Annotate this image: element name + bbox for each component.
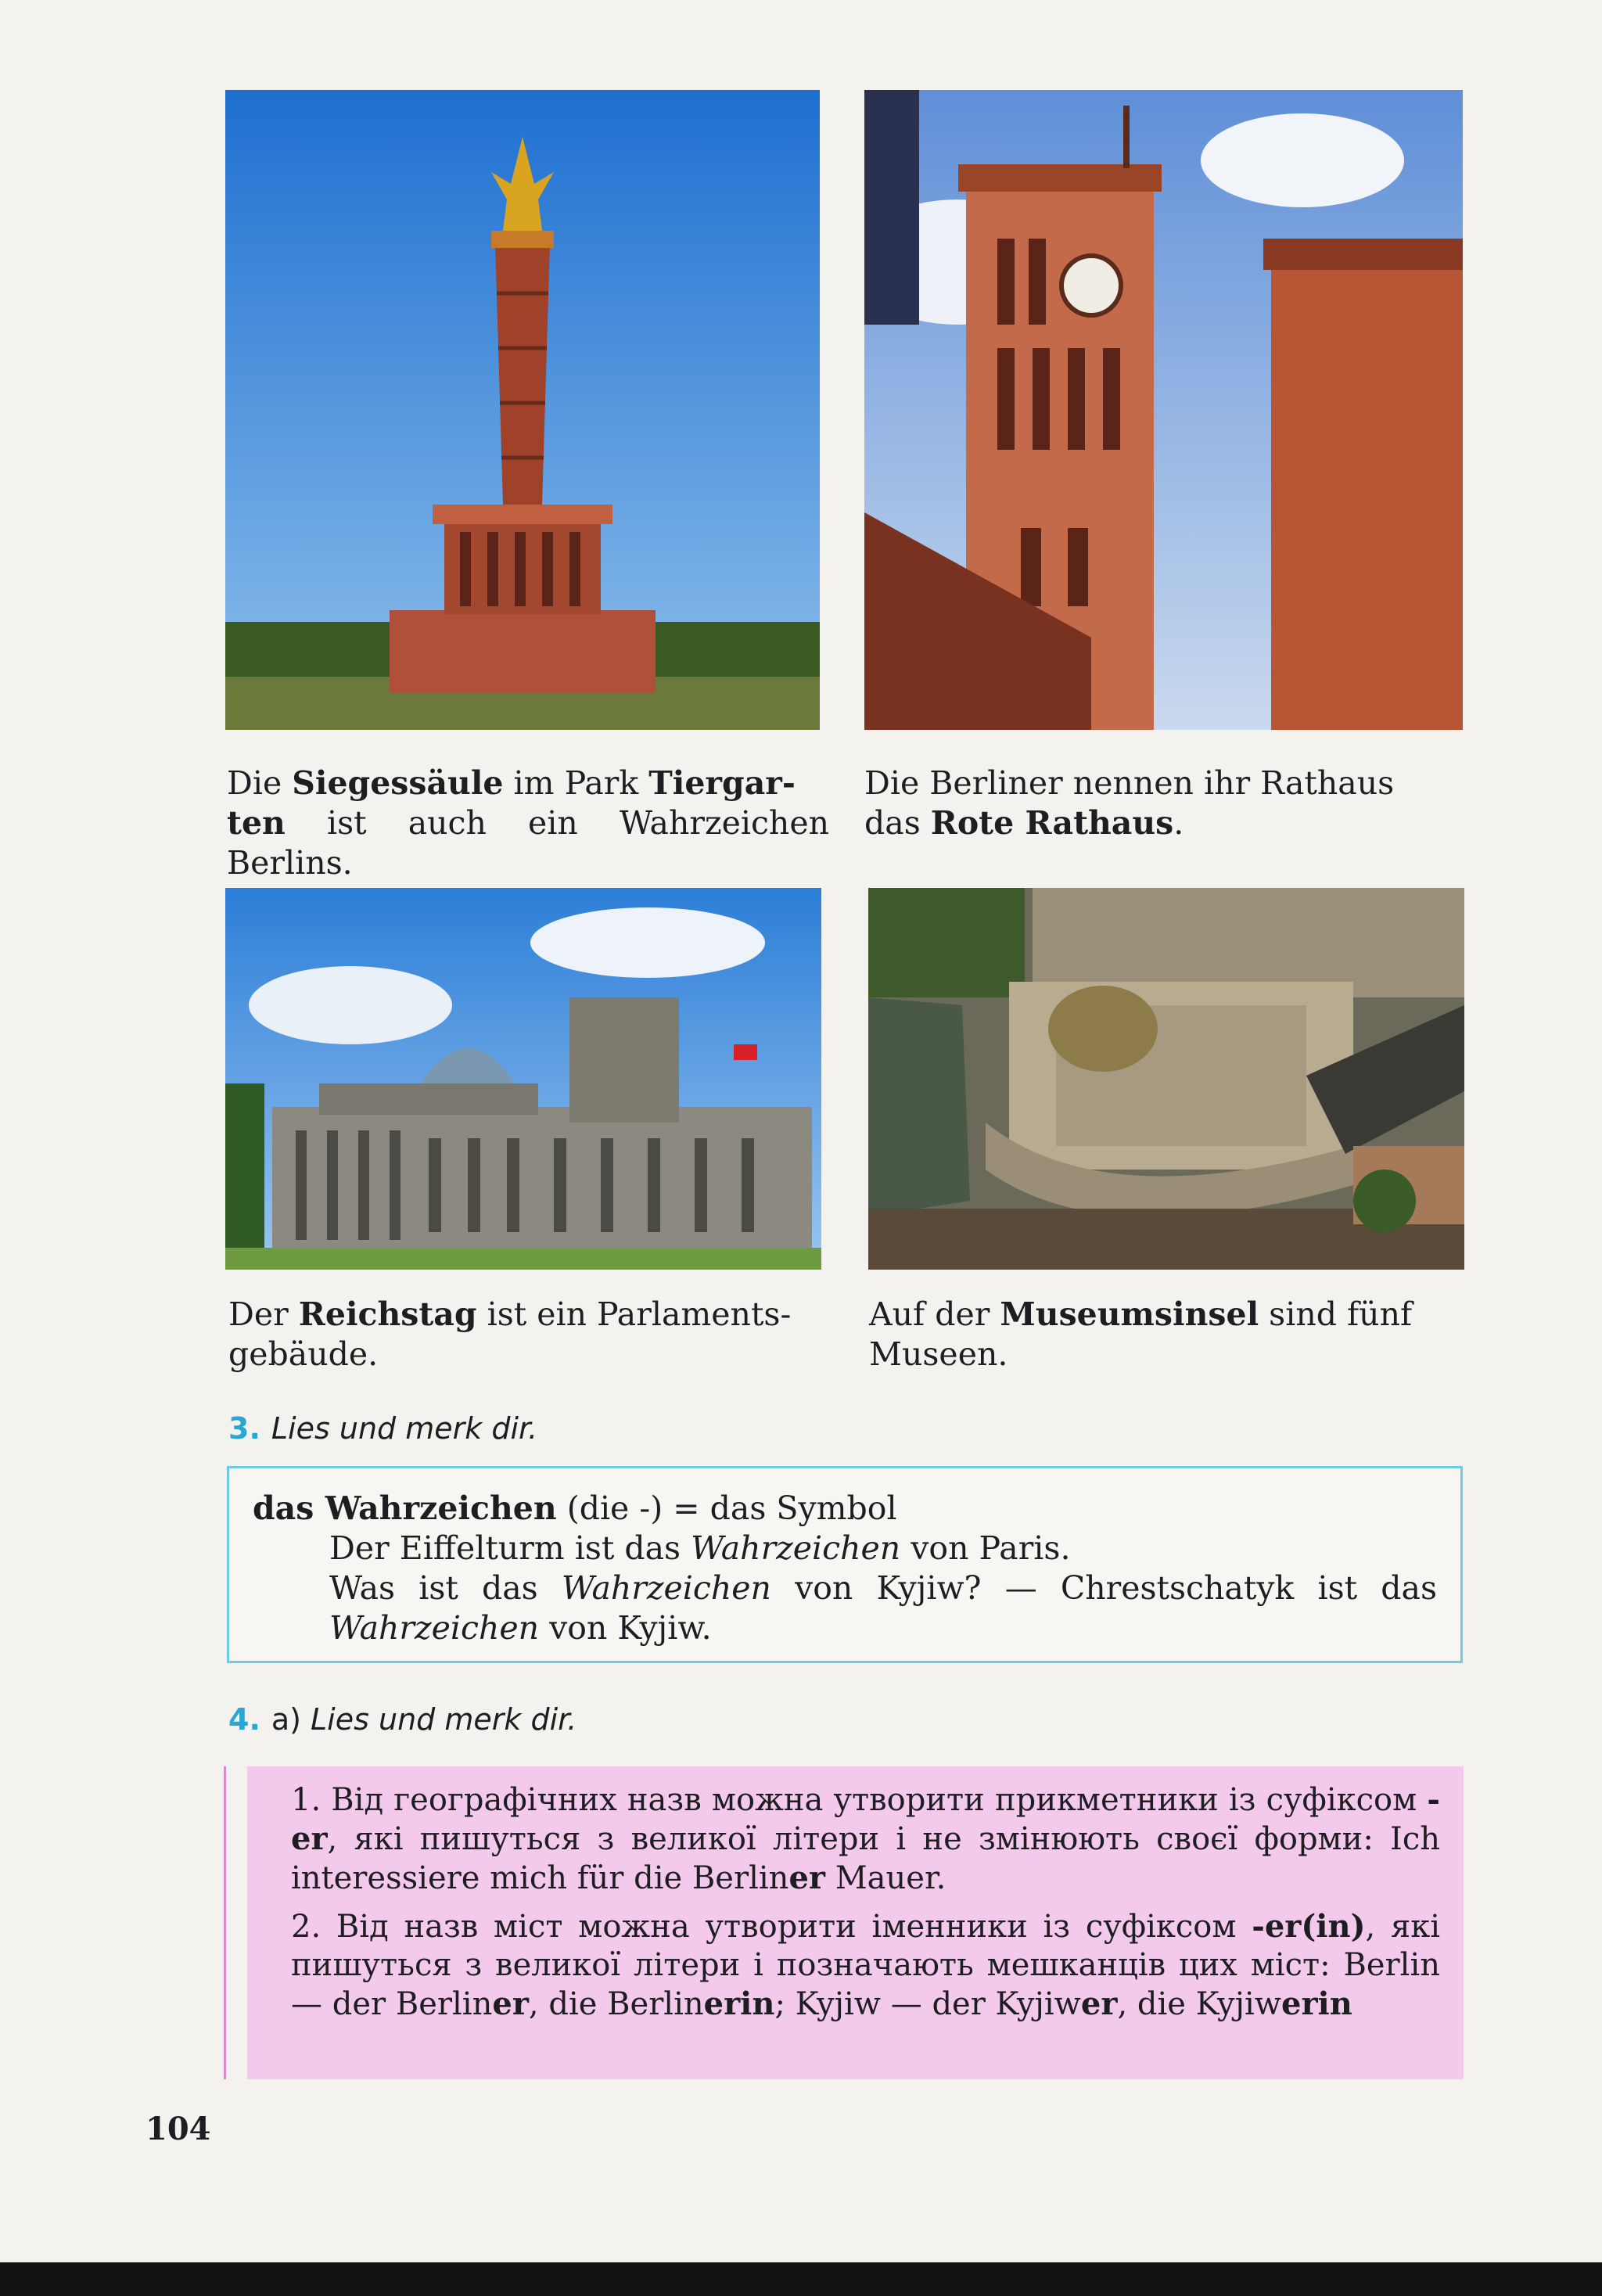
rule-text: Mauer. bbox=[824, 1860, 946, 1896]
rule-bold: er bbox=[1080, 1985, 1118, 2022]
vocab-example-2 bbox=[253, 1568, 1437, 1648]
example-italic: Wahrzeichen bbox=[329, 1609, 540, 1647]
caption-text: gebäude. bbox=[228, 1335, 379, 1373]
example-italic: Wahrzeichen bbox=[691, 1529, 901, 1567]
task-number: 4. bbox=[228, 1702, 260, 1737]
caption-bold: Rote Rathaus bbox=[930, 804, 1174, 842]
victory-column-photo bbox=[225, 90, 820, 730]
page-number: 104 bbox=[145, 2111, 211, 2147]
vocabulary-box bbox=[227, 1466, 1463, 1663]
rule-text: , die Kyjiw bbox=[1117, 1986, 1282, 2022]
caption-text: Museen. bbox=[869, 1335, 1008, 1373]
example-italic: Wahrzeichen bbox=[561, 1569, 771, 1607]
museum-island-photo bbox=[868, 888, 1464, 1270]
rule-bold: er bbox=[492, 1985, 529, 2022]
grammar-rule-box bbox=[247, 1766, 1464, 2079]
rule-text: 2. Від назв міст можна утворити іменники із суфіксом bbox=[291, 1909, 1252, 1945]
caption-siegessaeule bbox=[227, 764, 829, 883]
rule-bold: erin bbox=[703, 1985, 775, 2022]
caption-text: ist ein Parlaments- bbox=[476, 1295, 792, 1333]
rule-text: , die Berlin bbox=[528, 1986, 704, 2022]
rule-text: ; Kyjiw — der Kyjiw bbox=[774, 1986, 1081, 2022]
rule-bold: erin bbox=[1281, 1985, 1352, 2022]
vocab-example-1 bbox=[253, 1529, 1437, 1568]
caption-text: . bbox=[1173, 804, 1184, 842]
caption-text: sind fünf bbox=[1259, 1295, 1413, 1333]
vocab-def: (die -) = das Symbol bbox=[556, 1489, 897, 1527]
rule-bold: -er(in) bbox=[1252, 1908, 1366, 1945]
example-text: Was ist das bbox=[329, 1569, 562, 1607]
rule-paragraph-2 bbox=[291, 1907, 1440, 2024]
task-sub: a) bbox=[271, 1702, 302, 1737]
vocab-term: das Wahrzeichen bbox=[253, 1489, 557, 1527]
vocab-definition bbox=[253, 1489, 1437, 1529]
caption-text: ist auch ein Wahrzeichen Berlins. bbox=[227, 804, 829, 882]
caption-reichstag bbox=[228, 1295, 831, 1374]
caption-text: das bbox=[864, 804, 931, 842]
example-text: von Kyjiw? — Chrestschatyk ist das bbox=[770, 1569, 1437, 1607]
caption-bold: ten bbox=[227, 804, 286, 842]
task-label: Lies und merk dir. bbox=[271, 1411, 538, 1446]
caption-text: Auf der bbox=[869, 1295, 1000, 1333]
task-label: Lies und merk dir. bbox=[311, 1702, 577, 1737]
rule-text: 1. Від географічних назв можна утворити прикметники із суфіксом bbox=[291, 1782, 1428, 1818]
caption-bold: Reichstag bbox=[298, 1295, 477, 1333]
caption-text: im Park bbox=[503, 764, 649, 802]
red-town-hall-photo bbox=[864, 90, 1463, 730]
rule-text: , які пишуться з великої літери і позначають мешканців цих міст: Berlin — der Berlin bbox=[291, 1909, 1440, 2022]
rule-text: , які пишуться з великої літери і не змінюють своєї форми: Ich interessiere mich für die Berlin bbox=[291, 1821, 1440, 1896]
task-4-heading bbox=[228, 1702, 577, 1737]
caption-bold: Museumsinsel bbox=[1000, 1295, 1259, 1333]
example-text: Der Eiffelturm ist das bbox=[329, 1529, 691, 1567]
caption-rathaus bbox=[864, 764, 1467, 843]
rule-bold: er bbox=[788, 1859, 825, 1896]
task-3-heading bbox=[228, 1411, 537, 1446]
example-text: von Paris. bbox=[900, 1529, 1071, 1567]
bottom-edge bbox=[0, 2262, 1602, 2296]
caption-text: Die Berliner nennen ihr Rathaus bbox=[864, 764, 1395, 802]
rule-bold: -er bbox=[291, 1781, 1440, 1857]
rule-accent-bar bbox=[224, 1766, 226, 2079]
reichstag-photo bbox=[225, 888, 821, 1270]
example-text: von Kyjiw. bbox=[539, 1609, 712, 1647]
caption-bold: Tiergar- bbox=[648, 764, 796, 802]
caption-text: Der bbox=[228, 1295, 299, 1333]
caption-bold: Siegessäule bbox=[292, 764, 504, 802]
task-number: 3. bbox=[228, 1411, 260, 1446]
rule-paragraph-1 bbox=[291, 1780, 1440, 1898]
caption-museumsinsel bbox=[869, 1295, 1471, 1374]
caption-text: Die bbox=[227, 764, 293, 802]
